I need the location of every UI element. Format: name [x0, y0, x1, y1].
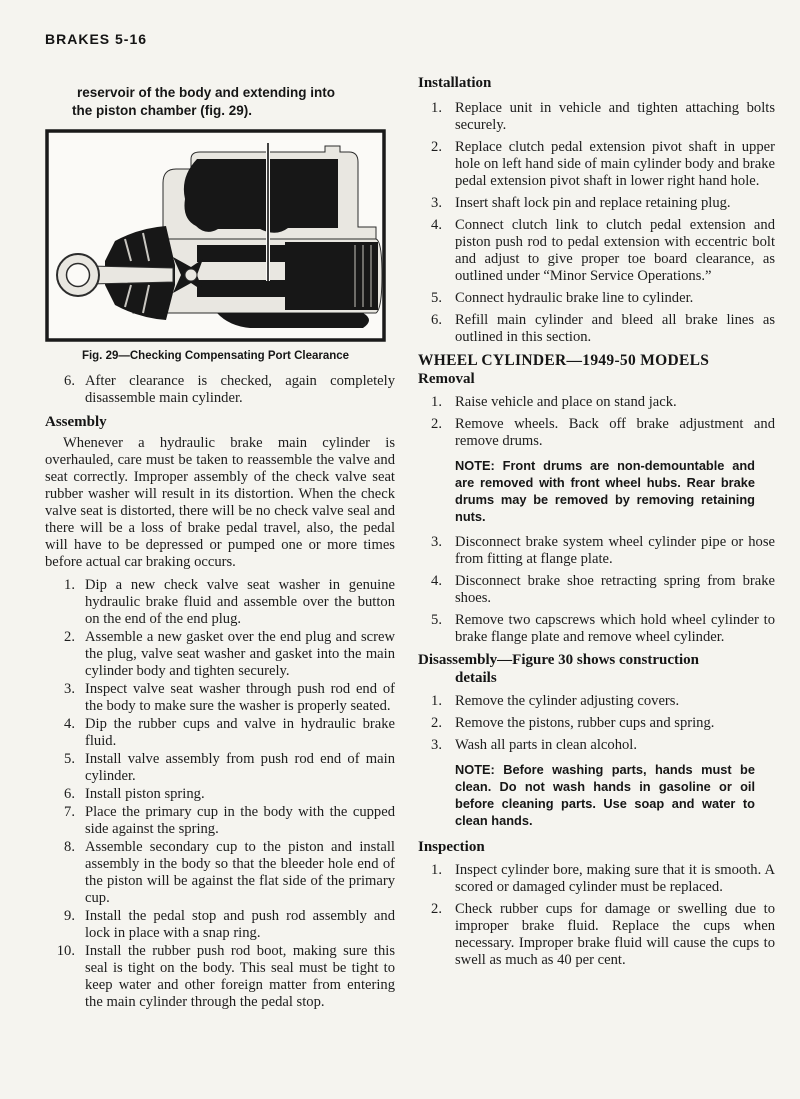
list-item: [418, 693, 775, 710]
step-number: 6.: [431, 312, 442, 328]
step-number: 6.: [64, 786, 75, 802]
step-text: Inspect cylinder bore, making sure that it is smooth. A scored or damaged cylinder must be replaced.: [455, 862, 775, 895]
step-number: 2.: [64, 629, 75, 645]
step-text: Install piston spring.: [85, 786, 205, 802]
inspection-heading: Inspection: [418, 839, 485, 855]
step-number: 9.: [64, 908, 75, 924]
step-text: Remove the pistons, rubber cups and spring.: [455, 715, 715, 731]
step-number: 10.: [56, 943, 75, 959]
step-text: Dip a new check valve seat washer in genuine hydraulic brake fluid and assemble over the button on the end of the end plug.: [85, 577, 395, 627]
step-number: 7.: [64, 804, 75, 820]
step-number: 3.: [431, 534, 442, 550]
list-item: [45, 577, 395, 628]
list-item: [418, 195, 775, 212]
step-number: 1.: [431, 394, 442, 410]
step-text: Install the rubber push rod boot, making sure this seal is tight on the body. This seal must be tight to keep water and other foreign matter from entering the main cylinder through the pedal stop.: [85, 943, 395, 1010]
removal-note: NOTE: Front drums are non-demountable and are removed with front wheel hubs. Rear brake drums may be removed by removing retaining nuts.: [455, 458, 755, 524]
step-text: After clearance is checked, again completely disassemble main cylinder.: [85, 373, 395, 406]
step-text: Disconnect brake system wheel cylinder pipe or hose from fitting at flange plate.: [455, 534, 775, 567]
step-number: 1.: [431, 693, 442, 709]
step-number: 3.: [64, 681, 75, 697]
list-item: [418, 737, 775, 754]
list-item: [45, 373, 395, 407]
step-number: 5.: [431, 290, 442, 306]
removal-heading: Removal: [418, 371, 475, 387]
step-number: 2.: [431, 715, 442, 731]
list-item: [45, 751, 395, 785]
step-number: 1.: [431, 862, 442, 878]
list-item: [45, 629, 395, 680]
step-text: Assemble secondary cup to the piston and install assembly in the body so that the bleeder hole end of the piston will be against the flat side of the primary cup.: [85, 839, 395, 906]
list-item: [418, 573, 775, 607]
assembly-heading: Assembly: [45, 414, 107, 430]
installation-heading: Installation: [418, 75, 492, 91]
list-item: [45, 786, 395, 803]
list-item: [418, 416, 775, 450]
inspection-steps-list: [418, 862, 775, 969]
list-item: [45, 681, 395, 715]
step-text: Remove two capscrews which hold wheel cylinder to brake flange plate and remove wheel cylinder.: [455, 612, 775, 645]
list-item: [418, 715, 775, 732]
step-text: Connect clutch link to clutch pedal extension and piston push rod to pedal extension with eccentric bolt and adjust to give proper toe board clearance, as outlined under “Minor Service Operations.”: [455, 217, 775, 284]
step-text: Install valve assembly from push rod end of main cylinder.: [85, 751, 395, 784]
intro-line-2: the piston chamber (fig. 29).: [72, 103, 253, 118]
disassembly-note: NOTE: Before washing parts, hands must be clean. Do not wash hands in gasoline or oil before cleaning parts. Use soap and water to clean hands.: [455, 762, 755, 828]
installation-steps-list: [418, 100, 775, 346]
disassembly-heading-line2: details: [455, 670, 497, 686]
step-number: 2.: [431, 139, 442, 155]
list-item: [45, 908, 395, 942]
list-item: [418, 290, 775, 307]
step-number: 3.: [431, 737, 442, 753]
assembly-intro-paragraph: Whenever a hydraulic brake main cylinder is overhauled, care must be taken to reassemble the valve and seat correctly. Improper assembly of the check valve seat rubber washer will result in its distortion. When the check valve seat is distorted, there will be no check valve seal and there will be a loss of brake pedal travel, also, the pedal will have to be depressed or pumped one or more times before actual car braking occurs.: [45, 435, 395, 570]
step-text: Dip the rubber cups and valve in hydraulic brake fluid.: [85, 716, 395, 749]
disassembly-heading: [418, 651, 775, 687]
disassembly-steps-list: [418, 693, 775, 754]
step-number: 2.: [431, 416, 442, 432]
intro-line-1: reservoir of the body and extending into: [77, 85, 336, 100]
step-number: 2.: [431, 901, 442, 917]
list-item: [418, 100, 775, 134]
list-item: [418, 312, 775, 346]
left-column: [45, 80, 395, 1012]
step-text: Install the pedal stop and push rod assembly and lock in place with a snap ring.: [85, 908, 395, 941]
page-header: BRAKES 5-16: [45, 31, 148, 47]
step-number: 4.: [431, 573, 442, 589]
removal-steps-list-a: [418, 394, 775, 450]
step-number: 5.: [431, 612, 442, 628]
step-text: Refill main cylinder and bleed all brake lines as outlined in this section.: [455, 312, 775, 345]
list-item: [418, 394, 775, 411]
figure-29-image: [45, 129, 386, 342]
step-number: 4.: [431, 217, 442, 233]
assembly-steps-list: [45, 577, 395, 1011]
step-text: Remove the cylinder adjusting covers.: [455, 693, 680, 709]
list-item: [45, 839, 395, 907]
step-text: Place the primary cup in the body with the cupped side against the spring.: [85, 804, 395, 837]
step-text: Replace clutch pedal extension pivot shaft in upper hole on left hand side of main cylinder body and brake pedal extension pivot shaft in lower right hand hole.: [455, 139, 775, 189]
step-number: 5.: [64, 751, 75, 767]
intro-continuation-text: [72, 84, 357, 120]
list-item: [418, 901, 775, 969]
list-item: [418, 612, 775, 646]
step-text: Raise vehicle and place on stand jack.: [455, 394, 677, 410]
removal-steps-list-b: [418, 534, 775, 646]
step-text: Replace unit in vehicle and tighten attaching bolts securely.: [455, 100, 775, 133]
list-item: [45, 716, 395, 750]
step-number: 1.: [431, 100, 442, 116]
step-number: 8.: [64, 839, 75, 855]
list-item: [418, 534, 775, 568]
step-number: 3.: [431, 195, 442, 211]
step-text: Wash all parts in clean alcohol.: [455, 737, 637, 753]
list-item: [45, 943, 395, 1011]
step-text: Insert shaft lock pin and replace retaining plug.: [455, 195, 731, 211]
step-text: Connect hydraulic brake line to cylinder.: [455, 290, 694, 306]
list-item: [418, 862, 775, 896]
step-text: Remove wheels. Back off brake adjustment and remove drums.: [455, 416, 775, 449]
step-number: 4.: [64, 716, 75, 732]
list-item: [418, 139, 775, 190]
step-text: Assemble a new gasket over the end plug and screw the plug, valve seat washer and gasket into the main cylinder body and tighten securely.: [85, 629, 395, 679]
disassembly-heading-line1: Disassembly—Figure 30 shows construction: [418, 652, 699, 668]
step-number: 1.: [64, 577, 75, 593]
right-column: [418, 74, 775, 974]
step-number: 6.: [64, 373, 75, 389]
list-item: [45, 804, 395, 838]
step-text: Check rubber cups for damage or swelling due to improper brake fluid. Replace the cups when necessary. Improper brake fluid will cause the cups to swell as much as 40 per cent.: [455, 901, 775, 968]
step-text: Inspect valve seat washer through push rod end of the body to make sure the washer is properly seated.: [85, 681, 395, 714]
master-cylinder-cross-section-drawing: [45, 129, 386, 342]
figure-29-caption: Fig. 29—Checking Compensating Port Clearance: [81, 350, 350, 362]
wheel-cylinder-section-heading: WHEEL CYLINDER—1949-50 MODELS: [418, 352, 710, 369]
list-item: [418, 217, 775, 285]
step-text: Disconnect brake shoe retracting spring from brake shoes.: [455, 573, 775, 606]
